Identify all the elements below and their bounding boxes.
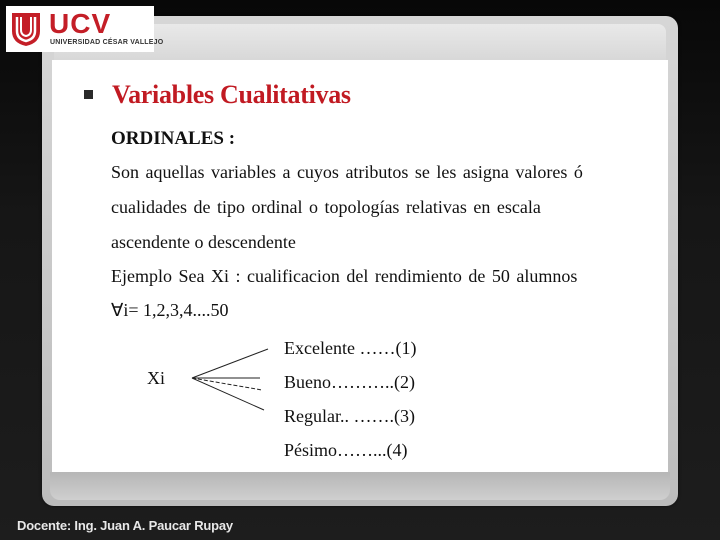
body-line-2: cualidades de tipo ordinal o topologías relativas en escala xyxy=(111,197,541,217)
logo-subtitle: UNIVERSIDAD CÉSAR VALLEJO xyxy=(50,39,164,46)
bullet-icon xyxy=(84,90,93,99)
branch-lines xyxy=(180,340,280,420)
slide-frame-bottom xyxy=(50,472,670,500)
body-line-4: Ejemplo Sea Xi : cualificacion del rendimiento de 50 alumnos xyxy=(111,266,578,286)
option-regular: Regular.. …….(3) xyxy=(284,406,415,426)
variable-label: Xi xyxy=(147,368,165,388)
slide-title: Variables Cualitativas xyxy=(112,80,351,109)
body-line-3: ascendente o descendente xyxy=(111,232,296,252)
option-excelente: Excelente ……(1) xyxy=(284,338,417,358)
option-bueno: Bueno………..(2) xyxy=(284,372,415,392)
subheading: ORDINALES : xyxy=(111,128,236,149)
logo-name: UCV xyxy=(49,8,112,39)
footer-docente: Docente: Ing. Juan A. Paucar Rupay xyxy=(17,518,233,533)
body-line-5: ∀i= 1,2,3,4....50 xyxy=(111,300,229,320)
ucv-logo xyxy=(6,6,164,52)
option-pesimo: Pésimo……...(4) xyxy=(284,440,408,460)
body-line-1: Son aquellas variables a cuyos atributos se les asigna valores ó xyxy=(111,162,583,182)
ucv-shield-icon xyxy=(10,11,42,47)
